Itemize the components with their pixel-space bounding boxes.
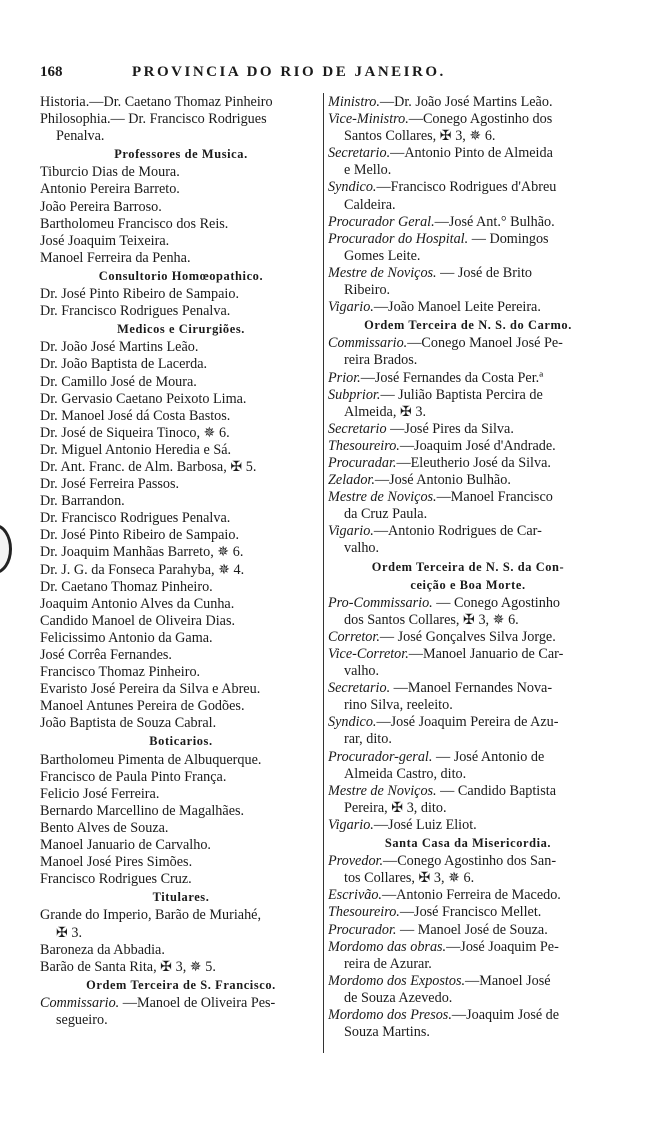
office-title: Procuradar. [328,454,397,471]
office-holder: —José Pires da Silva. [386,420,514,437]
entry-continuation: de Souza Azevedo. [344,989,453,1006]
office-title: Thesoureiro. [328,437,400,454]
office-title: Mordomo das obras. [328,938,447,955]
entry-continuation: Caldeira. [344,196,396,213]
list-entry: Dr. João José Martins Leão. [40,339,199,356]
list-entry: Francisco Thomaz Pinheiro. [40,664,201,681]
list-entry: Manoel Januario de Carvalho. [40,837,211,854]
right-column [328,94,608,1041]
list-entry: Dr. Francisco Rodrigues Penalva. [40,510,231,527]
office-title: Mordomo dos Presos. [328,1006,452,1023]
running-head: PROVINCIA DO RIO DE JANEIRO. [132,64,446,80]
office-holder: —Antonio Pinto de Almeida [390,145,553,162]
binding-hole [0,524,12,574]
office-title: Syndico. [328,714,377,731]
officer-entry [328,387,608,404]
officer-entry [328,265,608,282]
list-entry: Philosophia.— Dr. Francisco Rodrigues [40,111,267,128]
officer-entry [328,421,608,438]
list-entry: Dr. Manoel José dá Costa Bastos. [40,407,231,424]
office-holder: —Antonio Rodrigues de Car- [373,523,542,540]
office-title: Commissario. [328,335,408,352]
office-holder: — José Gonçalves Silva Jorge. [379,628,556,645]
office-holder: — José de Brito [436,264,532,281]
list-entry: Evaristo José Pereira da Silva e Abreu. [40,681,261,698]
office-title: Thesoureiro. [328,904,400,921]
entry-continuation: rar, dito. [344,731,392,748]
office-title: Procurador. [328,921,397,938]
officer-entry [328,904,608,921]
office-title: Vice-Corretor. [328,646,409,662]
list-entry: Francisco Rodrigues Cruz. [40,871,192,888]
office-holder: — Manoel José de Souza. [396,921,548,938]
office-holder: —Joaquim José d'Andrade. [399,437,556,454]
section-heading: Titulares. [152,890,210,905]
office-holder: —José Joaquim Pe- [446,938,559,955]
list-entry: Bartholomeu Pimenta de Albuquerque. [40,751,262,768]
office-holder: —Eleutherio José da Silva. [396,454,551,471]
office-title: Commissario. [40,994,120,1011]
office-title: Vigario. [328,299,374,316]
list-entry: Baroneza da Abbadia. [40,941,165,958]
office-holder: — José Antonio de [432,748,545,765]
officer-entry [328,523,608,540]
entry-continuation: tos Collares, ✠ 3, ✵ 6. [344,870,475,887]
entry-continuation: Pereira, ✠ 3, dito. [344,799,447,816]
entry-continuation: ✠ 3. [56,924,83,941]
list-entry: José Corrêa Fernandes. [40,647,172,663]
officer-entry [328,455,608,472]
entry-continuation: Almeida Castro, dito. [344,765,467,782]
office-holder: —Francisco Rodrigues d'Abreu [376,179,557,196]
officer-entry [328,1007,608,1024]
office-holder: — Candido Baptista [436,782,557,799]
list-entry: Barão de Santa Rita, ✠ 3, ✵ 5. [40,958,216,975]
section-heading: Medicos e Cirurgiões. [117,322,245,337]
list-entry: Bernardo Marcellino de Magalhães. [40,802,245,819]
list-entry: Bartholomeu Francisco dos Reis. [40,215,229,232]
office-title: Procurador-geral. [328,748,433,765]
office-title: Syndico. [328,179,377,196]
officer-entry [328,595,608,612]
list-entry: Candido Manoel de Oliveira Dias. [40,612,236,629]
officer-entry [328,680,608,697]
office-title: Mestre de Noviços. [328,264,437,281]
list-entry: Antonio Pereira Barreto. [40,181,180,198]
office-title: Provedor. [328,853,384,870]
office-title: Procurador do Hospital. [328,230,469,247]
office-holder: — Julião Baptista Percira de [380,386,543,403]
office-holder: —Conego Agostinho dos [408,111,553,128]
section-heading: Professores de Musica. [114,147,248,162]
officer-entry [40,995,322,1012]
officer-entry [328,145,608,162]
entry-continuation: Souza Martins. [344,1024,430,1041]
office-holder: —Antonio Ferreira de Macedo. [381,887,561,904]
office-title: Ministro. [328,94,380,110]
list-entry: Joaquim Antonio Alves da Cunha. [40,595,235,612]
office-holder: —Joaquim José de [451,1006,560,1023]
office-title: Subprior. [328,386,381,403]
entry-continuation: Almeida, ✠ 3. [344,403,427,420]
list-entry: Manoel Ferreira da Penha. [40,249,191,266]
officer-entry [328,472,608,489]
entry-continuation: dos Santos Collares, ✠ 3, ✵ 6. [344,611,519,628]
office-holder: —Manoel de Oliveira Pes- [119,994,276,1011]
office-holder: —José Joaquim Pereira de Azu- [376,714,559,731]
officer-entry [328,94,608,111]
officer-entry [328,714,608,731]
office-title: Pro-Commissario. [328,594,433,611]
list-entry: Felicio José Ferreira. [40,785,160,802]
office-holder: —José Luiz Eliot. [373,816,477,833]
entry-continuation: Santos Collares, ✠ 3, ✵ 6. [344,128,496,145]
officer-entry [328,817,608,834]
office-title: Escrivão. [328,887,382,904]
list-entry: Dr. José Ferreira Passos. [40,476,180,493]
list-entry: Dr. Camillo José de Moura. [40,373,197,390]
list-entry: Dr. Joaquim Manhãas Barreto, ✵ 6. [40,544,244,561]
office-holder: —Conego Manoel José Pe- [407,335,563,352]
list-entry: Manoel Antunes Pereira de Godões. [40,698,245,715]
office-holder: —Conego Agostinho dos San- [383,853,557,870]
list-entry: João Baptista de Souza Cabral. [40,715,217,732]
office-holder: —Dr. João José Martins Leão. [379,94,553,110]
officer-entry [328,853,608,870]
section-heading: Santa Casa da Misericordia. [384,836,552,851]
list-entry: Dr. Miguel Antonio Heredia e Sá. [40,441,232,458]
page-header [40,64,620,86]
section-heading: Boticarios. [149,734,213,749]
officer-entry [328,783,608,800]
office-holder: —José Fernandes da Costa Per.ª [360,369,544,386]
office-title: Vigario. [328,816,374,833]
list-entry: Tiburcio Dias de Moura. [40,164,180,181]
office-holder: — Conego Agostinho [432,594,561,611]
office-title: Mestre de Noviços. [328,782,437,799]
office-title: Secretario. [328,680,391,697]
officer-entry [328,973,608,990]
entry-continuation: Ribeiro. [344,282,391,299]
office-title: Corretor. [328,628,380,645]
list-entry: Francisco de Paula Pinto França. [40,768,227,785]
entry-continuation: da Cruz Paula. [344,506,428,523]
office-title: Vice-Ministro. [328,111,409,128]
list-entry: Dr. J. G. da Fonseca Parahyba, ✵ 4. [40,561,245,578]
list-entry: Dr. José de Siqueira Tinoco, ✵ 6. [40,424,230,441]
section-heading: Consultorio Homœopathico. [98,268,264,283]
list-entry: Dr. José Pinto Ribeiro de Sampaio. [40,527,240,544]
section-heading: Ordem Terceira de N. S. da Con- [371,559,565,574]
list-entry: Dr. Francisco Rodrigues Penalva. [40,303,231,320]
list-entry: Manoel José Pires Simões. [40,854,193,871]
officer-entry [328,370,608,387]
entry-continuation: segueiro. [56,1011,108,1028]
office-title: Mordomo dos Expostos. [328,972,466,989]
office-holder: —Manoel Januario de Car- [408,646,564,662]
list-entry: João Pereira Barroso. [40,198,162,215]
officer-entry [328,922,608,939]
section-heading: ceição e Boa Morte. [410,577,526,592]
entry-continuation: reira Brados. [344,352,418,369]
officer-entry [328,438,608,455]
office-holder: —João Manoel Leite Pereira. [373,299,541,316]
entry-continuation: Penalva. [56,128,105,145]
officer-entry [328,646,608,663]
left-column [40,94,322,1029]
officer-entry [328,489,608,506]
office-title: Zelador. [328,472,375,489]
list-entry: Dr. João Baptista de Lacerda. [40,356,208,373]
office-holder: —Manoel Fernandes Nova- [390,680,553,697]
office-title: Mestre de Noviços. [328,489,437,506]
list-entry: Dr. Caetano Thomaz Pinheiro. [40,578,213,595]
page-number: 168 [40,64,63,80]
entry-continuation: Gomes Leite. [344,247,421,264]
list-entry: Dr. Gervasio Caetano Peixoto Lima. [40,390,247,407]
officer-entry [328,629,608,646]
section-heading: Ordem Terceira de S. Francisco. [86,977,276,992]
office-holder: —José Ant.° Bulhão. [434,213,555,230]
officer-entry [328,749,608,766]
entry-continuation: valho. [344,540,380,557]
officer-entry [328,887,608,904]
entry-continuation: e Mello. [344,162,392,179]
list-entry: Dr. José Pinto Ribeiro de Sampaio. [40,286,240,303]
office-holder: —José Francisco Mellet. [399,904,542,921]
office-title: Prior. [328,369,361,386]
list-entry: Historia.—Dr. Caetano Thomaz Pinheiro [40,94,273,110]
officer-entry [328,299,608,316]
officer-entry [328,214,608,231]
officer-entry [328,335,608,352]
office-holder: —José Antonio Bulhão. [374,472,511,489]
section-heading: Ordem Terceira de N. S. do Carmo. [364,318,572,333]
office-holder: — Domingos [468,230,549,247]
list-entry: José Joaquim Teixeira. [40,232,170,249]
office-title: Secretario. [328,145,391,162]
list-entry: Dr. Ant. Franc. de Alm. Barbosa, ✠ 5. [40,458,257,475]
list-entry: Bento Alves de Souza. [40,819,169,836]
office-holder: —Manoel Francisco [436,489,553,506]
office-title: Procurador Geral. [328,213,435,230]
officer-entry [328,231,608,248]
list-entry: Grande do Imperio, Barão de Muriahé, [40,907,262,924]
office-holder: —Manoel José [465,972,551,989]
list-entry: Felicissimo Antonio da Gama. [40,629,213,646]
officer-entry [328,179,608,196]
officer-entry [328,111,608,128]
entry-continuation: valho. [344,663,380,680]
office-title: Secretario [328,420,387,437]
entry-continuation: rino Silva, reeleito. [344,697,453,714]
list-entry: Dr. Barrandon. [40,493,125,510]
officer-entry [328,939,608,956]
office-title: Vigario. [328,523,374,540]
column-divider [323,93,324,1053]
entry-continuation: reira de Azurar. [344,955,432,972]
